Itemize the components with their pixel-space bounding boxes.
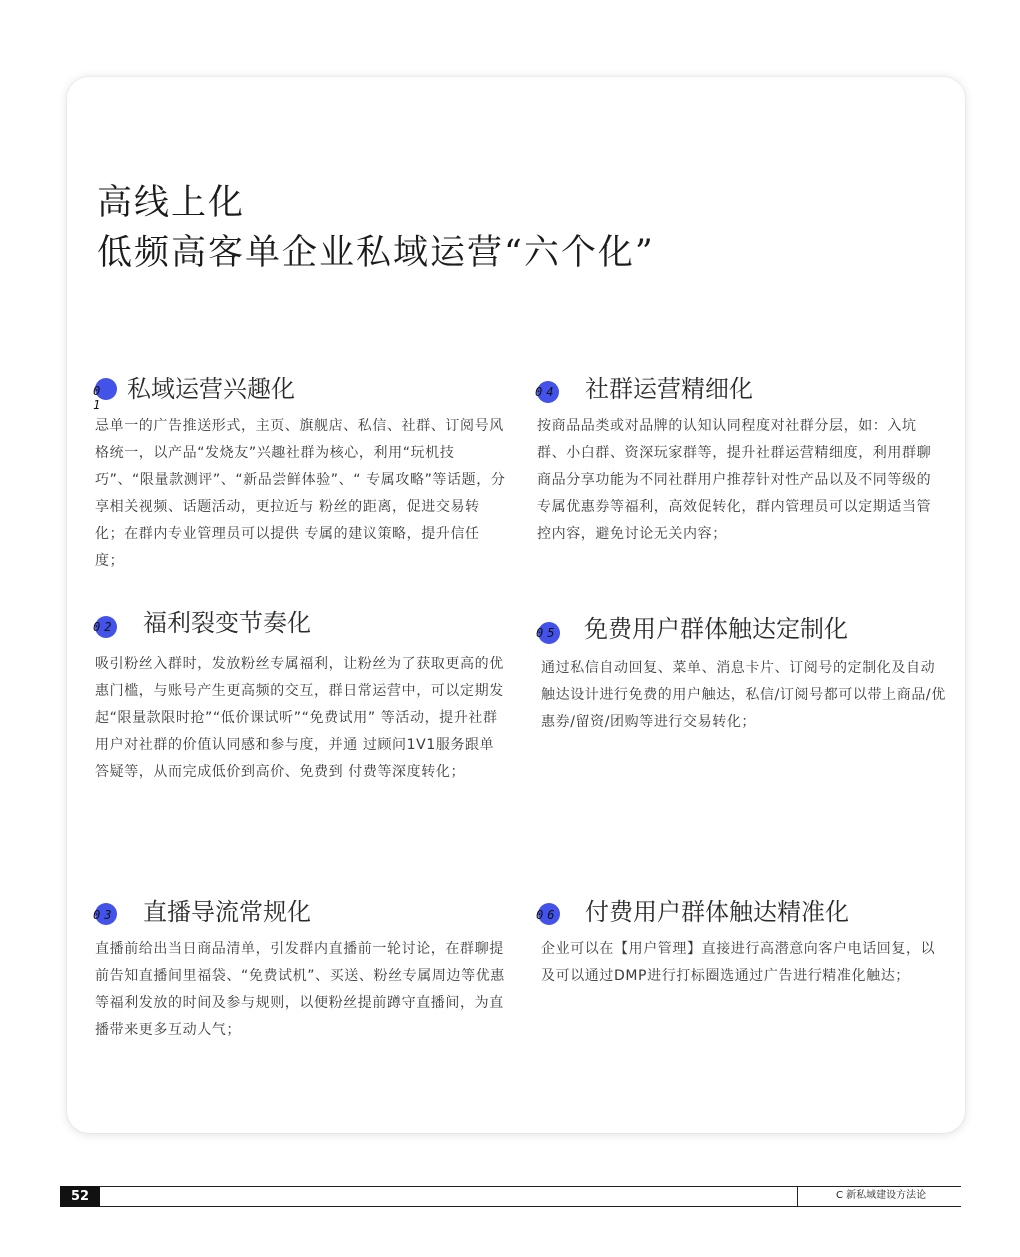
footer-book-title: C 新私域建设方法论	[836, 1190, 927, 1201]
section-body: 通过私信自动回复、菜单、消息卡片、订阅号的定制化及自动触达设计进行免费的用户触达，私信/订阅号都可以带上商品/优惠券/留资/团购等进行交易转化；	[541, 660, 946, 730]
section-paid-users	[538, 895, 948, 990]
page-number: 52	[60, 1186, 100, 1207]
section-title: 福利裂变节奏化	[143, 609, 311, 637]
section-interest	[95, 372, 507, 575]
section-number: 04	[535, 385, 558, 399]
section-title: 社群运营精细化	[585, 375, 753, 403]
section-title: 私域运营兴趣化	[127, 375, 295, 403]
section-header	[95, 606, 507, 646]
section-number: 02	[93, 620, 116, 634]
section-body: 企业可以在【用户管理】直接进行高潜意向客户电话回复，以及可以通过DMP进行打标圈选通过广告进行精准化触达；	[541, 941, 936, 984]
footer-bar	[60, 1186, 961, 1207]
section-number: 01	[93, 384, 101, 412]
section-header	[95, 372, 507, 412]
section-number: 05	[536, 626, 559, 640]
section-community	[537, 372, 942, 548]
section-title: 直播导流常规化	[143, 898, 311, 926]
section-body: 直播前给出当日商品清单，引发群内直播前一轮讨论，在群聊提前告知直播间里福袋、“免费试机”、买送、粉丝专属周边等优惠等福利发放的时间及参与规则，以便粉丝提前蹲守直播间，为直播带来更多互动人气；	[95, 941, 505, 1038]
section-header	[538, 895, 948, 935]
section-header	[538, 612, 946, 652]
section-body: 忌单一的广告推送形式，主页、旗舰店、私信、社群、订阅号风格统一，以产品“发烧友”兴趣社群为核心，利用“玩机技巧”、“限量款测评”、“新品尝鲜体验”、“ 专属攻略”等话题，分享相关视频、话题活动，更拉近与 粉丝的距离，促进交易转化；在群内专业管理员可以提供 专属的建议策略，提升信任度；	[95, 418, 506, 569]
page-title-line-2: 低频高客单企业私域运营“六个化”	[97, 233, 655, 273]
section-body: 按商品品类或对品牌的认知认同程度对社群分层，如：入坑群、小白群、资深玩家群等，提升社群运营精细度，利用群聊商品分享功能为不同社群用户推荐针对性产品以及不同等级的专属优惠券等福利，高效促转化，群内管理员可以定期适当管控内容，避免讨论无关内容；	[537, 418, 932, 542]
section-body: 吸引粉丝入群时，发放粉丝专属福利，让粉丝为了获取更高的优惠门槛，与账号产生更高频的交互，群日常运营中，可以定期发起“限量款限时抢”“低价课试听”“免费试用” 等活动，提升社群用户对社群的价值认同感和参与度，并通 过顾问1V1服务跟单答疑等，从而完成低价到高价、免费到 付费等深度转化；	[95, 656, 504, 780]
page-title	[97, 178, 655, 278]
section-title: 付费用户群体触达精准化	[585, 898, 849, 926]
section-welfare	[95, 606, 507, 786]
section-number: 03	[93, 908, 116, 922]
section-header	[537, 372, 942, 412]
section-title: 免费用户群体触达定制化	[584, 615, 848, 643]
section-free-users	[538, 612, 946, 736]
page-title-line-1: 高线上化	[97, 183, 246, 223]
footer-divider	[797, 1187, 798, 1206]
section-number: 06	[536, 908, 559, 922]
section-header	[95, 895, 507, 935]
section-live	[95, 895, 507, 1044]
